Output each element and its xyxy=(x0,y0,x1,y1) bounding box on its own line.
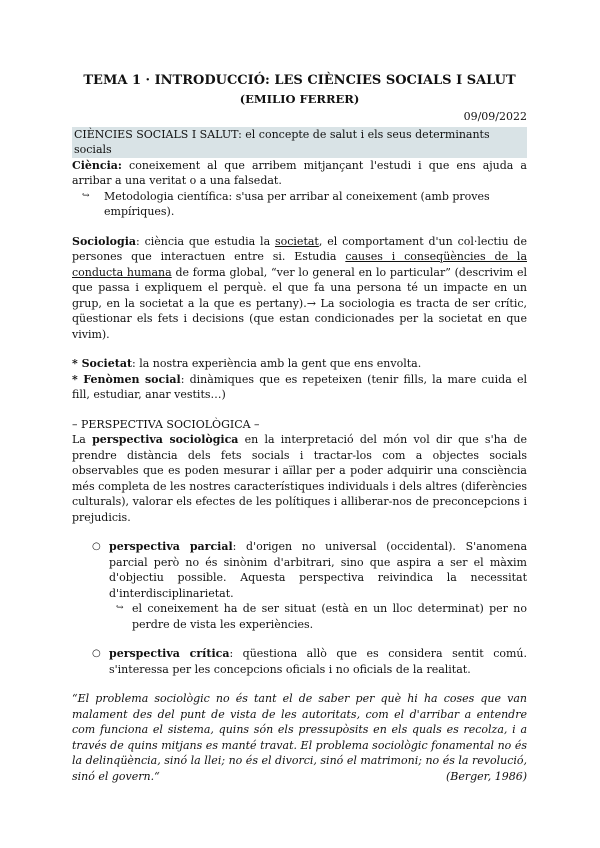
causes-underline: causes i conseqüències de la conducta humana xyxy=(72,250,528,279)
sociologia-text-2: , el comportament d'un col·lectiu de persones que interactuen entre si. Estudia xyxy=(72,234,527,263)
metodologia-item xyxy=(72,189,527,220)
parcial-text: : d'origen no universal (occidental). S'anomena parcial però no és sinònim d'arbitrari, sino que aspira a ser el màxim d'objectiu possible. Aquesta perspectiva reivindica la necessitat d'interdisciplinarietat. xyxy=(109,540,527,600)
sociologia-text-1: : ciència que estudia la xyxy=(136,234,275,248)
author-name: (EMILIO FERRER) xyxy=(239,92,360,106)
bullet-icon: ○ xyxy=(92,541,101,552)
berger-quote xyxy=(72,691,527,784)
document-page xyxy=(72,72,527,784)
perspectiva-text-1: La xyxy=(72,433,93,446)
societat-text: : la nostra experiència amb la gent que ens envolta. xyxy=(132,357,422,370)
sociologia-term: Sociologia xyxy=(72,234,137,248)
sociologia-text-3: de forma global, “ver lo general en lo particular” (descrivim el que passa i expliquem el perquè. el que fa una persona té un impacte en un grup, en la societat a la que es pertany).→ La sociologia es tracta de ser crític, qüestionar els fets i decisions (que estan condicionades per la societat en que vivim). xyxy=(72,265,527,341)
ciencia-term: Ciència: xyxy=(72,158,122,172)
perspectiva-heading: – PERSPECTIVA SOCIOLÒGICA – xyxy=(72,417,260,431)
critica-term: perspectiva crítica xyxy=(109,647,230,660)
parcial-sub-item xyxy=(72,601,527,632)
fenomen-term: * Fenòmen social xyxy=(72,372,181,386)
quote-text: “El problema sociològic no és tant el de saber per què hi ha coses que van malament des del punt de vista de les autoritats, com el d'arribar a entendre com funciona el sistema, quins són els pressupòsits en els quals es recolza, i a través de quins mitjans es manté travat. El problema sociològic fonamental no és la delinqüència, sinó la llei; no és el divorci, sinó el matrimoni; no és la revolució, sinó el govern.“ xyxy=(72,692,527,783)
parcial-term: perspectiva parcial xyxy=(109,540,233,553)
page-title: TEMA 1 · INTRODUCCIÓ: LES CIÈNCIES SOCIALS I SALUT xyxy=(83,73,516,88)
perspectiva-text-2: en la interpretació del món vol dir que s'ha de prendre distància dels fets socials i tractar-los com a objectes socials observables que es poden mesurar i aïllar per a poder adquirir una consciència més completa de les nostres característiques individuals i dels altres (diferències culturals), valorar els efectes de les polítiques i alliberar-nos de preconcepcions i prejudicis. xyxy=(72,433,527,524)
section-heading: CIÈNCIES SOCIALS I SALUT: el concepte de salut i els seus determinants socials xyxy=(72,127,527,158)
ciencia-text: coneixement al que arribem mitjançant l'estudi i que ens ajuda a arribar a una veritat o a una falsedat. xyxy=(72,158,527,187)
perspectiva-term: perspectiva sociològica xyxy=(92,433,239,446)
parcial-sub-text: el coneixement ha de ser situat (està en un lloc determinat) per no perdre de vista les experiències. xyxy=(132,602,527,631)
arrow-icon: ↪ xyxy=(82,190,90,201)
critica-item xyxy=(72,646,527,677)
ciencia-definition xyxy=(72,158,527,189)
fenomen-definition xyxy=(72,372,527,403)
fenomen-text: : dinàmiques que es repeteixen (tenir fills, la mare cuida el fill, estudiar, anar vestits…) xyxy=(72,372,527,401)
societat-definition xyxy=(72,356,527,372)
parcial-item xyxy=(72,539,527,601)
quote-author: (Berger, 1986) xyxy=(445,769,527,783)
metodologia-text: Metodologia científica: s'usa per arribar al coneixement (amb proves empíriques). xyxy=(104,189,490,218)
societat-underline: societat xyxy=(274,234,319,248)
perspectiva-paragraph xyxy=(72,432,527,525)
document-date: 09/09/2022 xyxy=(463,110,527,123)
critica-text: : qüestiona allò que es considera sentit comú. s'interessa per les concepcions oficials i no oficials de la realitat. xyxy=(109,647,528,676)
arrow-icon: ↪ xyxy=(116,603,124,613)
sociologia-definition xyxy=(72,234,527,343)
bullet-icon: ○ xyxy=(92,648,101,659)
societat-term: * Societat xyxy=(72,357,133,370)
